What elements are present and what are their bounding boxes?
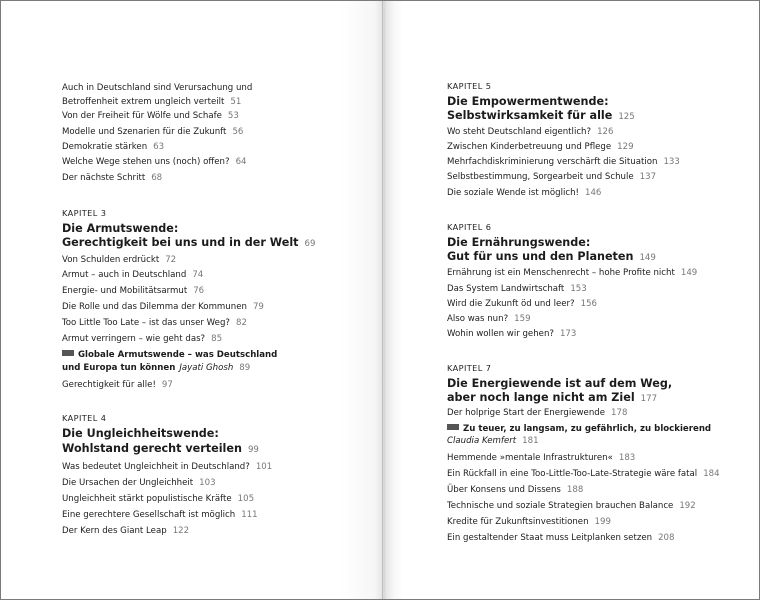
toc-entry-text: Too Little Too Late – ist das unser Weg? [62,318,230,328]
page-number: 184 [703,469,720,479]
toc-entry-special [447,434,737,449]
toc-entry [62,95,342,110]
chapter-title [62,426,342,441]
toc-entry-text: Armut – auch in Deutschland [62,270,187,280]
page-number: 63 [153,142,165,152]
gutter-line [382,1,383,599]
toc-entry [62,476,342,491]
chapter-title-line: Die Ungleichheitswende: [62,427,219,440]
toc-entry-text: Technische und soziale Strategien brauchen Balance [447,501,674,511]
toc-entry-text: Ein Rückfall in eine Too-Little-Too-Late-Strategie wäre fatal [447,469,698,479]
toc-entry [447,297,737,312]
chapter-title-line: Die Ernährungswende: [447,236,591,249]
toc-entry-text: Globale Armutswende – was Deutschland [78,350,278,360]
page-number: 68 [151,173,163,183]
author-name: Jayati Ghosh [179,363,234,373]
page-number: 105 [237,494,255,504]
toc-entry-text: Also was nun? [447,314,509,324]
page-number: 101 [255,462,273,472]
chapter-title-line: aber noch lange nicht am Ziel [447,391,635,404]
page-number: 82 [235,318,247,328]
page-number: 126 [597,127,614,137]
toc-entry-text: Das System Landwirtschaft [447,284,565,294]
author-name: Claudia Kemfert [447,436,517,446]
page-number: 188 [566,485,584,495]
page-number: 208 [658,533,675,543]
toc-entry [62,524,342,539]
toc-entry [62,253,342,268]
toc-entry [447,531,737,546]
toc-entry [447,406,737,421]
toc-entry-text: Modelle und Szenarien für die Zukunft [62,127,227,137]
toc-entry [62,378,342,393]
toc-entry-text: Ernährung ist ein Menschenrecht – hohe Profite nicht [447,268,675,278]
toc-entry-text: Der nächste Schritt [62,173,146,183]
toc-entry-text: Energie- und Mobilitätsarmut [62,286,188,296]
chapter-title-line: Die Energiewende ist auf dem Weg, [447,377,673,390]
toc-entry-text: Mehrfachdiskriminierung verschärft die Situation [447,157,658,167]
toc-entry [447,140,737,155]
page-number: 159 [514,314,531,324]
toc-entry-text: Gerechtigkeit für alle! [62,380,156,390]
toc-entry-text: Selbstbestimmung, Sorgearbeit und Schule [447,172,634,182]
toc-entry-text: Zu teuer, zu langsam, zu gefährlich, zu blockierend [463,424,712,434]
toc-entry-text: Von der Freiheit für Wölfe und Schafe [62,111,222,121]
toc-entry-text: Kredite für Zukunftsinvestitionen [447,517,589,527]
page-number: 72 [165,255,177,265]
chapter-title-line: Die Empowermentwende: [447,95,609,108]
toc-entry-text: Zwischen Kinderbetreuung und Pflege [447,142,612,152]
page-number: 129 [617,142,634,152]
toc-entry [62,508,342,523]
toc-entry [447,483,737,498]
toc-entry [62,268,342,283]
page-number: 97 [161,380,173,390]
toc-entry-text: Welche Wege stehen uns (noch) offen? [62,157,230,167]
toc-entry-text: und Europa tun können [62,363,176,373]
marker-icon [447,424,459,430]
chapter-title [62,235,342,252]
toc-entry-text: Eine gerechtere Gesellschaft ist möglich [62,510,236,520]
page-number: 146 [584,188,602,198]
toc-entry [447,266,737,281]
chapter-title-line: Gut für uns und den Planeten [447,250,634,263]
toc-entry [62,284,342,299]
page-number: 133 [663,157,680,167]
page-number: 56 [232,127,244,137]
toc-entry-text: Der holprige Start der Energiewende [447,408,606,418]
toc-entry-text: Der Kern des Giant Leap [62,526,167,536]
chapter-title-line: Die Armutswende: [62,222,179,235]
toc-entry [447,125,737,140]
toc-entry [62,300,342,315]
page-number: 111 [241,510,258,520]
toc-entry-text: Auch in Deutschland sind Verursachung und [62,83,253,93]
page-number: 122 [172,526,190,536]
page-number: 149 [680,268,698,278]
toc-entry [62,316,342,331]
page-number: 156 [580,299,598,309]
toc-entry-text: Ein gestaltender Staat muss Leitplanken setzen [447,533,653,543]
toc-entry-text: Wo steht Deutschland eigentlich? [447,127,592,137]
chapter-title [447,235,737,250]
gutter-shadow [341,1,403,599]
page-number: 178 [611,408,628,418]
chapter-title [447,249,737,266]
chapter-title-line: Wohlstand gerecht verteilen [62,442,242,455]
page-number: 125 [618,112,635,122]
page-number: 183 [618,453,636,463]
page-number: 69 [304,239,316,249]
toc-entry [62,460,342,475]
toc-entry [447,467,737,482]
chapter-label: KAPITEL 6 [447,222,492,232]
chapter-title [447,390,737,407]
toc-entry [447,499,737,514]
page-number: 51 [230,97,242,107]
toc-entry-text: Die soziale Wende ist möglich! [447,188,579,198]
toc-entry-text: Die Ursachen der Ungleichheit [62,478,194,488]
chapter-label: KAPITEL 7 [447,363,492,373]
chapter-title [447,94,737,109]
toc-entry [447,327,737,342]
toc-entry-text: Von Schulden erdrückt [62,255,160,265]
page-number: 85 [211,334,223,344]
toc-entry-text: Wird die Zukunft öd und leer? [447,299,575,309]
toc-entry [62,81,342,96]
page-number: 137 [639,172,657,182]
page-number: 64 [235,157,247,167]
toc-entry-text: Über Konsens und Dissens [447,485,561,495]
chapter-title-line: Selbstwirksamkeit für alle [447,109,613,122]
toc-entry [447,451,737,466]
chapter-title-line: Gerechtigkeit bei uns und in der Welt [62,236,299,249]
page-number: 177 [640,394,658,404]
toc-entry [447,312,737,327]
page-number: 79 [252,302,264,312]
chapter-title [62,441,342,458]
chapter-label: KAPITEL 5 [447,81,492,91]
page-number: 99 [247,445,259,455]
toc-entry-text: Was bedeutet Ungleichheit in Deutschland? [62,462,250,472]
toc-entry [447,155,737,170]
page-number: 103 [199,478,216,488]
toc-entry-text: Armut verringern – wie geht das? [62,334,206,344]
marker-icon [62,350,74,356]
page-number: 76 [193,286,205,296]
toc-entry-text: Wohin wollen wir gehen? [447,329,554,339]
toc-entry-special [62,361,342,376]
page-number: 53 [227,111,239,121]
toc-entry [62,140,342,155]
toc-entry-text: Die Rolle und das Dilemma der Kommunen [62,302,247,312]
chapter-title [62,221,342,236]
toc-entry [62,125,342,140]
page-number: 181 [522,436,539,446]
toc-entry-text: Ungleichheit stärkt populistische Kräfte [62,494,232,504]
page-number: 74 [192,270,204,280]
chapter-label: KAPITEL 3 [62,208,107,218]
chapter-title [447,108,737,125]
toc-entry [62,155,342,170]
toc-entry [447,186,737,201]
page-number: 149 [639,253,656,263]
toc-entry-text: Betroffenheit extrem ungleich verteilt [62,97,225,107]
toc-entry [447,282,737,297]
toc-entry [62,492,342,507]
page-number: 89 [239,363,251,373]
chapter-title [447,376,737,391]
toc-entry-text: Hemmende »mentale Infrastrukturen« [447,453,613,463]
toc-entry [62,109,342,124]
toc-entry [62,171,342,186]
toc-entry [447,170,737,185]
toc-entry-text: Demokratie stärken [62,142,148,152]
page-number: 199 [594,517,611,527]
page-number: 173 [559,329,577,339]
toc-entry [447,515,737,530]
page-number: 153 [570,284,587,294]
toc-entry [62,332,342,347]
chapter-label: KAPITEL 4 [62,413,107,423]
page-number: 192 [679,501,696,511]
